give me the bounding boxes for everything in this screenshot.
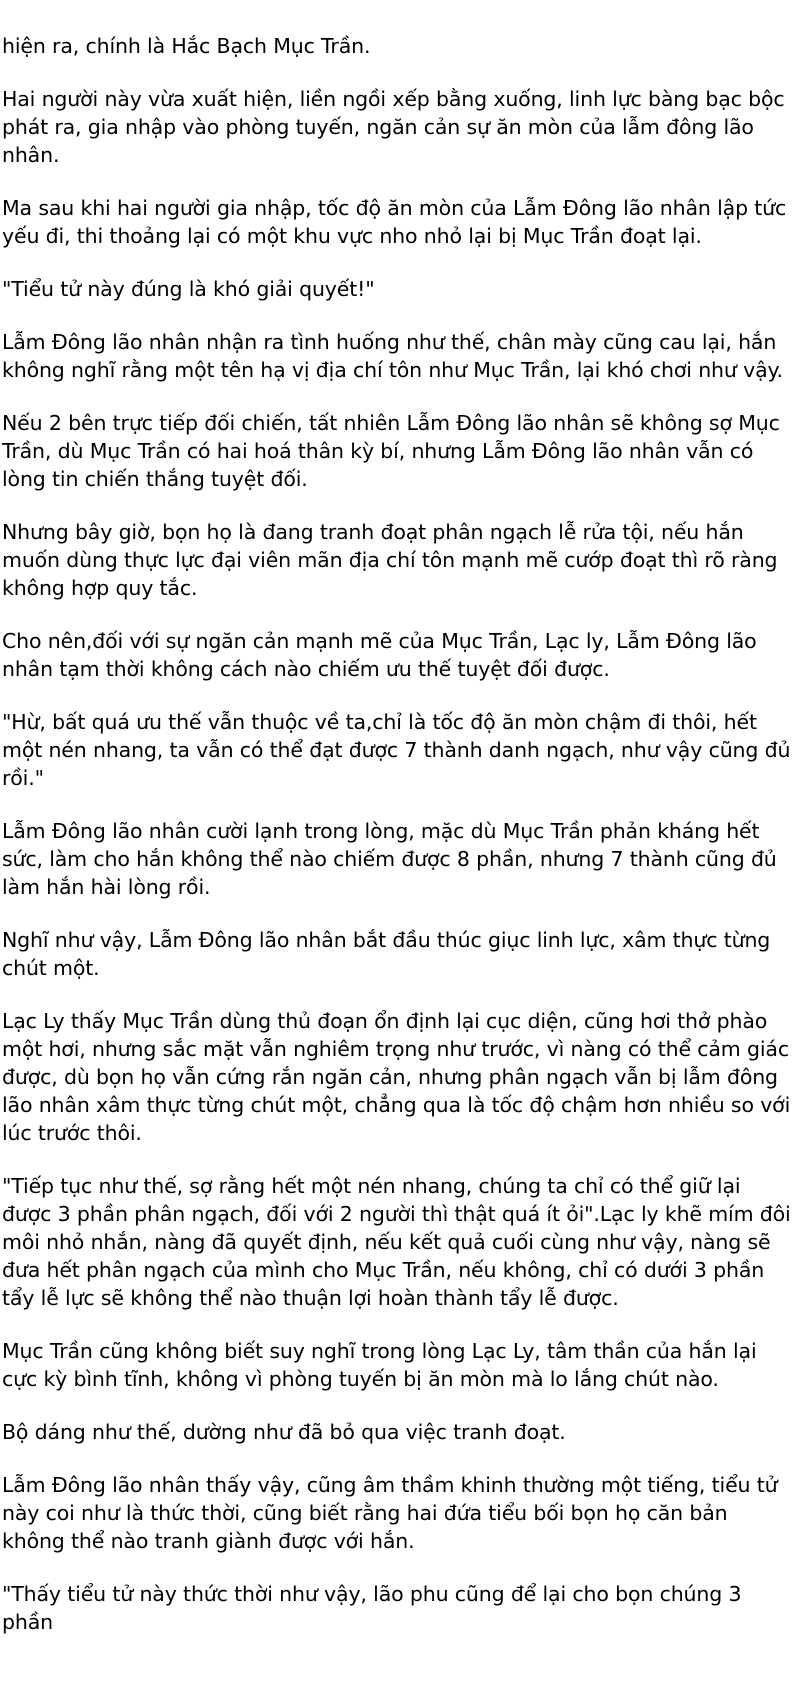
paragraph-16: Lẫm Đông lão nhân thấy vậy, cũng âm thầm khinh thường một tiếng, tiểu tử này coi như là thức thời, cũng biết rằng hai đứa tiểu bối bọn họ căn bản không thể nào tranh giành được với hắn. bbox=[2, 1473, 778, 1553]
paragraph-1: hiện ra, chính là Hắc Bạch Mục Trần. bbox=[2, 34, 371, 58]
paragraph-12: Lạc Ly thấy Mục Trần dùng thủ đoạn ổn định lại cục diện, cũng hơi thở phào một hơi, nhưng sắc mặt vẫn nghiêm trọng như trước, vì nàng có thể cảm giác được, dù bọn họ vẫn cứng rắn ngăn cản, nhưng phân ngạch vẫn bị lẫm đông lão nhân xâm thực từng chút một, chẳng qua là tốc độ chậm hơn nhiều so với lúc trước thôi. bbox=[2, 1009, 791, 1145]
paragraph-4: "Tiểu tử này đúng là khó giải quyết!" bbox=[2, 277, 375, 301]
paragraph-11: Nghĩ như vậy, Lẫm Đông lão nhân bắt đầu thúc giục linh lực, xâm thực từng chút một. bbox=[2, 928, 771, 980]
paragraph-17: "Thấy tiểu tử này thức thời như vậy, lão phu cũng để lại cho bọn chúng 3 phần bbox=[2, 1582, 742, 1634]
paragraph-14: Mục Trần cũng không biết suy nghĩ trong lòng Lạc Ly, tâm thần của hắn lại cực kỳ bình tĩnh, không vì phòng tuyến bị ăn mòn mà lo lắng chút nào. bbox=[2, 1339, 757, 1391]
paragraph-3: Ma sau khi hai người gia nhập, tốc độ ăn mòn của Lẫm Đông lão nhân lập tức yếu đi, thi thoảng lại có một khu vực nho nhỏ lại bị Mục Trần đoạt lại. bbox=[2, 196, 787, 248]
paragraph-7: Nhưng bây giờ, bọn họ là đang tranh đoạt phân ngạch lễ rửa tội, nếu hắn muốn dùng thực lực đại viên mãn địa chí tôn mạnh mẽ cướp đoạt thì rõ ràng không hợp quy tắc. bbox=[2, 520, 778, 600]
paragraph-15: Bộ dáng như thế, dường như đã bỏ qua việc tranh đoạt. bbox=[2, 1420, 566, 1444]
paragraph-2: Hai người này vừa xuất hiện, liền ngồi xếp bằng xuống, linh lực bàng bạc bộc phát ra, gia nhập vào phòng tuyến, ngăn cản sự ăn mòn của lẫm đông lão nhân. bbox=[2, 87, 785, 167]
paragraph-6: Nếu 2 bên trực tiếp đối chiến, tất nhiên Lẫm Đông lão nhân sẽ không sợ Mục Trần, dù Mục Trần có hai hoá thân kỳ bí, nhưng Lẫm Đông lão nhân vẫn có lòng tin chiến thắng tuyệt đối. bbox=[2, 411, 780, 491]
paragraph-8: Cho nên,đối với sự ngăn cản mạnh mẽ của Mục Trần, Lạc ly, Lẫm Đông lão nhân tạm thời không cách nào chiếm ưu thế tuyệt đối được. bbox=[2, 629, 757, 681]
paragraph-5: Lẫm Đông lão nhân nhận ra tình huống như thế, chân mày cũng cau lại, hắn không nghĩ rằng một tên hạ vị địa chí tôn như Mục Trần, lại khó chơi như vậy. bbox=[2, 330, 783, 382]
paragraph-13: "Tiếp tục như thế, sợ rằng hết một nén nhang, chúng ta chỉ có thể giữ lại được 3 phần phân ngạch, đối với 2 người thì thật quá ít ỏi".Lạc ly khẽ mím đôi môi nhỏ nhắn, nàng đã quyết định, nếu kết quả cuối cùng như vậy, nàng sẽ đưa hết phân ngạch của mình cho Mục Trần, nếu không, chỉ có dưới 3 phần tẩy lễ lực sẽ không thể nào thuận lợi hoàn thành tẩy lễ được. bbox=[2, 1174, 791, 1310]
paragraph-9: "Hừ, bất quá ưu thế vẫn thuộc về ta,chỉ là tốc độ ăn mòn chậm đi thôi, hết một nén nhang, ta vẫn có thể đạt được 7 thành danh ngạch, như vậy cũng đủ rồi." bbox=[2, 710, 791, 790]
paragraph-10: Lẫm Đông lão nhân cười lạnh trong lòng, mặc dù Mục Trần phản kháng hết sức, làm cho hắn không thể nào chiếm được 8 phần, nhưng 7 thành cũng đủ làm hắn hài lòng rồi. bbox=[2, 819, 777, 899]
